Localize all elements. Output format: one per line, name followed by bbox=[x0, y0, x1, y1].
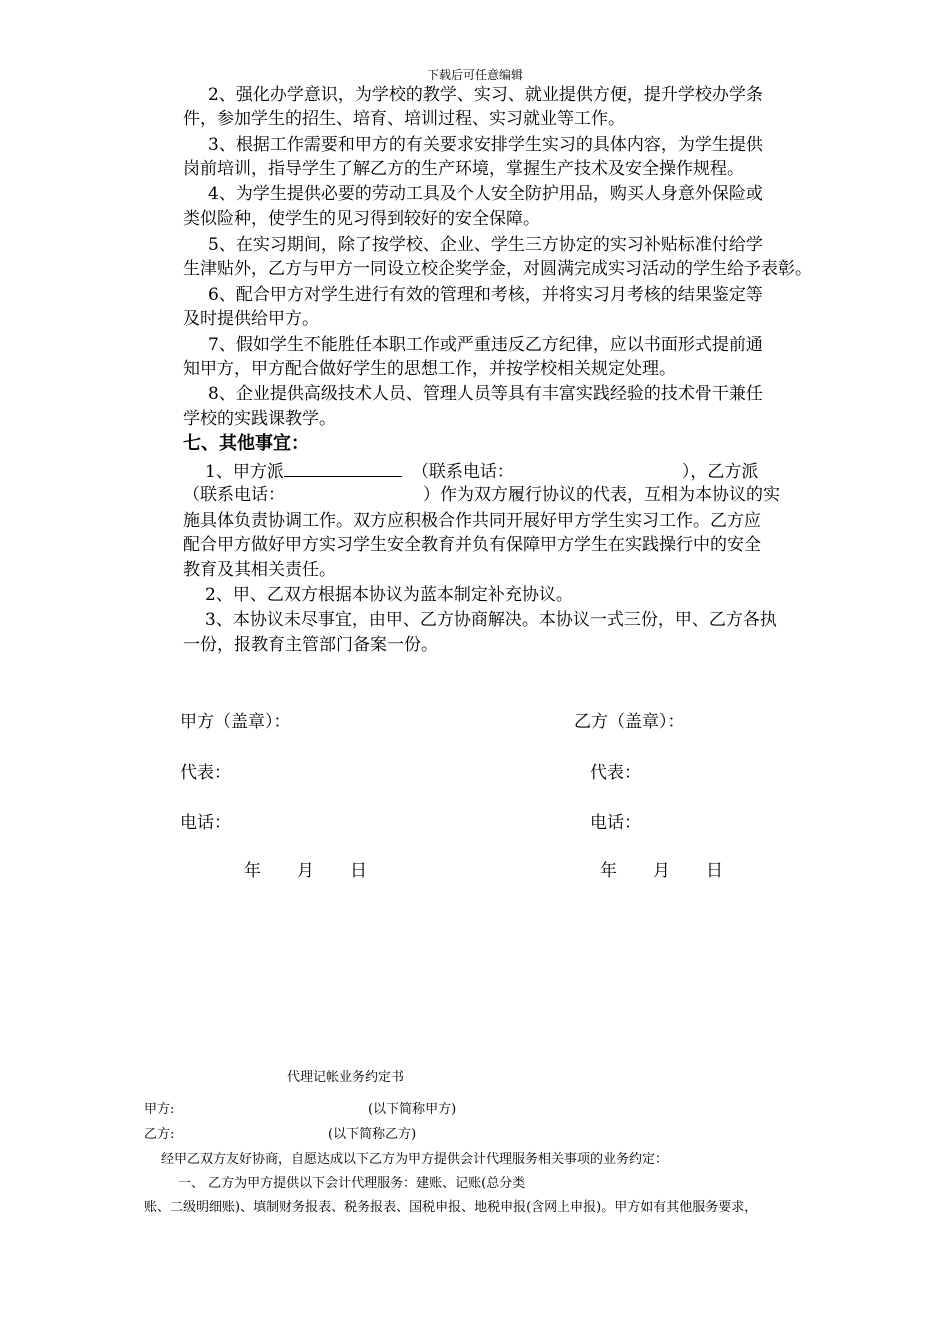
second-doc-title: 代理记帐业务约定书 bbox=[287, 1070, 405, 1085]
clause-line: 2、强化办学意识，为学校的教学、实习、就业提供方便，提升学校办学条 bbox=[208, 85, 763, 105]
party-a-rep-label: 代表： bbox=[180, 763, 231, 783]
month-label: 月 bbox=[297, 861, 314, 881]
clause-line: 6、配合甲方对学生进行有效的管理和考核，并将实习月考核的结果鉴定等 bbox=[208, 285, 763, 305]
party-a-label: 甲方: bbox=[144, 1102, 175, 1117]
clause-line: 2、甲、乙双方根据本协议为蓝本制定补充协议。 bbox=[205, 585, 573, 605]
day-label: 日 bbox=[350, 861, 367, 881]
section-heading: 七、其他事宜： bbox=[183, 433, 309, 454]
clause-line: 岗前培训，指导学生了解乙方的生产环境，掌握生产技术及安全操作规程。 bbox=[183, 159, 744, 179]
clause-line: 一份，报教育主管部门备案一份。 bbox=[183, 635, 438, 655]
clause-text: （联系电话： bbox=[411, 462, 514, 482]
year-label: 年 bbox=[244, 861, 261, 881]
agreement-item: 一、 乙方为甲方提供以下会计代理服务：建账、记账(总分类 bbox=[178, 1176, 526, 1191]
clause-line: 生津贴外，乙方与甲方一同设立校企奖学金，对圆满完成实习活动的学生给予表彰。 bbox=[183, 259, 812, 279]
party-b-label: 乙方: bbox=[144, 1127, 175, 1142]
clause-line: 类似险种，使学生的见习得到较好的安全保障。 bbox=[183, 209, 540, 229]
clause-line: 学校的实践课教学。 bbox=[183, 409, 336, 429]
clause-line: 3、本协议未尽事宜，由甲、乙方协商解决。本协议一式三份，甲、乙方各执 bbox=[205, 610, 777, 630]
clause-text: （联系电话： bbox=[183, 485, 285, 505]
clause-line: 8、企业提供高级技术人员、管理人员等具有丰富实践经验的技术骨干兼任 bbox=[208, 384, 763, 404]
party-a-phone-label: 电话： bbox=[180, 813, 231, 833]
clause-line: 4、为学生提供必要的劳动工具及个人安全防护用品，购买人身意外保险或 bbox=[208, 184, 763, 204]
clause-text: ），乙方派 bbox=[681, 462, 759, 482]
clause-line: 施具体负责协调工作。双方应积极合作共同开展好甲方学生实习工作。乙方应 bbox=[183, 511, 761, 531]
party-b-rep-label: 代表： bbox=[590, 763, 641, 783]
clause-line: 3、根据工作需要和甲方的有关要求安排学生实习的具体内容，为学生提供 bbox=[208, 135, 763, 155]
clause-line: 知甲方，甲方配合做好学生的思想工作，并按学校相关规定处理。 bbox=[183, 359, 676, 379]
month-label: 月 bbox=[653, 861, 670, 881]
agreement-intro: 经甲乙双方友好协商，自愿达成以下乙方为甲方提供会计代理服务相关事项的业务约定： bbox=[161, 1152, 669, 1167]
party-a-date bbox=[244, 856, 367, 881]
clause-line: 教育及其相关责任。 bbox=[183, 560, 336, 580]
page-header-note: 下载后可任意编辑 bbox=[426, 68, 523, 82]
party-a-note: (以下简称甲方) bbox=[368, 1102, 457, 1117]
clause-text: ）作为双方履行协议的代表，互相为本协议的实 bbox=[423, 485, 780, 505]
party-b-seal-label: 乙方（盖章）： bbox=[574, 712, 685, 732]
day-label: 日 bbox=[706, 861, 723, 881]
clause-line: 件，参加学生的招生、培育、培训过程、实习就业等工作。 bbox=[183, 109, 625, 129]
clause-line: 7、假如学生不能胜任本职工作或严重违反乙方纪律，应以书面形式提前通 bbox=[208, 335, 763, 355]
clause-text: 1、甲方派 bbox=[205, 462, 284, 482]
party-b-phone-label: 电话： bbox=[590, 813, 641, 833]
party-a-seal-label: 甲方（盖章）： bbox=[180, 712, 291, 732]
clause-line bbox=[205, 459, 758, 483]
agreement-item: 账、二级明细账)、填制财务报表、税务报表、国税申报、地税申报(含网上申报)。甲方如有其他服务要求， bbox=[144, 1200, 758, 1215]
clause-line: 配合甲方做好甲方实习学生安全教育并负有保障甲方学生在实践操行中的安全 bbox=[183, 535, 761, 555]
representative-blank bbox=[284, 459, 402, 477]
party-b-date bbox=[600, 856, 723, 881]
party-b-note: (以下简称乙方) bbox=[328, 1127, 417, 1142]
clause-line bbox=[183, 484, 780, 506]
clause-line: 5、在实习期间，除了按学校、企业、学生三方协定的实习补贴标准付给学 bbox=[208, 235, 763, 255]
year-label: 年 bbox=[600, 861, 617, 881]
clause-line: 及时提供给甲方。 bbox=[183, 309, 319, 329]
